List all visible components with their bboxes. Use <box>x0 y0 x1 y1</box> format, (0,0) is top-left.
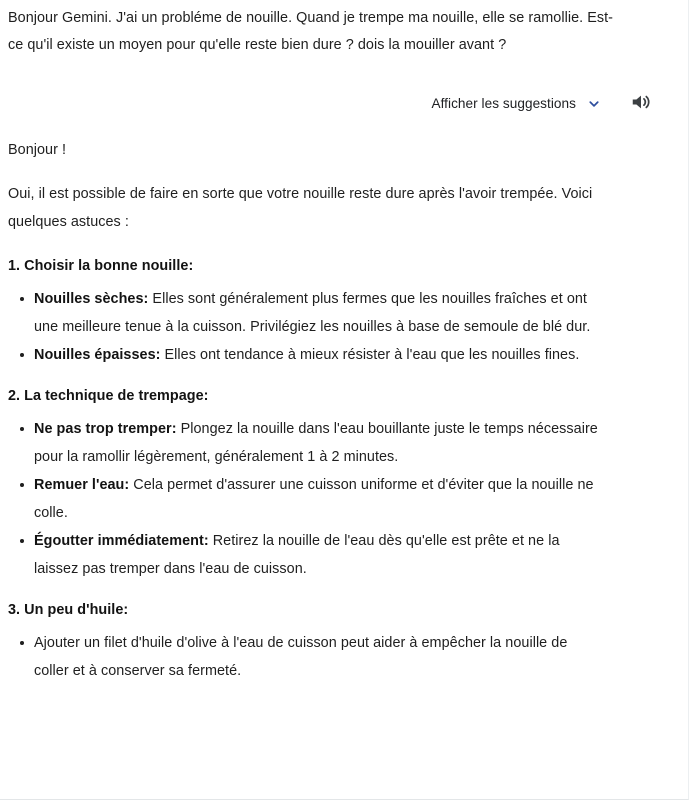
bullet-term: Ne pas trop tremper: <box>34 421 177 437</box>
bullet-term: Remuer l'eau: <box>34 477 130 493</box>
section-bullets-1 <box>8 285 668 369</box>
list-item <box>15 285 668 341</box>
bullet-text: Cela permet d'assurer une cuisson uniforme et d'éviter que la nouille ne colle. <box>34 477 594 521</box>
bullet-text: Elles sont généralement plus fermes que les nouilles fraîches et ont une meilleure tenue à la cuisson. Privilégiez les nouilles à base de semoule de blé dur. <box>34 291 591 335</box>
section-heading-2: 2. La technique de trempage: <box>8 388 209 404</box>
bullet-text: Elles ont tendance à mieux résister à l'eau que les nouilles fines. <box>160 347 580 363</box>
section-bullets-2 <box>8 415 668 583</box>
answer-greeting: Bonjour ! <box>8 142 67 158</box>
bullet-term: Nouilles sèches: <box>34 291 149 307</box>
response-toolbar <box>8 86 668 120</box>
user-prompt-text: Bonjour Gemini. J'ai un probléme de nouille. Quand je trempe ma nouille, elle se ramollie. Est-ce qu'il existe un moyen pour qu'elle reste bien dure ? dois la mouiller avant ? <box>8 10 614 53</box>
section-heading-3: 3. Un peu d'huile: <box>8 602 129 618</box>
bullet-text: Retirez la nouille de l'eau dès qu'elle est prête et ne la laissez pas tremper dans l'eau de cuisson. <box>34 533 560 577</box>
chevron-down-icon <box>586 96 602 112</box>
list-item <box>15 629 668 685</box>
list-item <box>15 527 668 583</box>
play-audio-button[interactable] <box>626 88 656 118</box>
bullet-text: Plongez la nouille dans l'eau bouillante juste le temps nécessaire pour la ramollir légèrement, généralement 1 à 2 minutes. <box>34 421 598 465</box>
list-item <box>15 341 668 369</box>
section-bullets-3 <box>8 629 668 685</box>
list-item <box>15 471 668 527</box>
list-item <box>15 415 668 471</box>
volume-speaker-icon <box>630 91 652 116</box>
bullet-text: Ajouter un filet d'huile d'olive à l'eau de cuisson peut aider à empêcher la nouille de coller et à conserver sa fermeté. <box>34 635 568 679</box>
assistant-answer <box>8 136 668 685</box>
bullet-term: Nouilles épaisses: <box>34 347 161 363</box>
show-suggestions-button[interactable] <box>425 91 608 115</box>
answer-intro: Oui, il est possible de faire en sorte que votre nouille reste dure après l'avoir trempée. Voici quelques astuces : <box>8 186 593 230</box>
show-suggestions-label: Afficher les suggestions <box>431 95 576 111</box>
bullet-term: Égoutter immédiatement: <box>34 533 209 549</box>
section-heading-1: 1. Choisir la bonne nouille: <box>8 258 194 274</box>
